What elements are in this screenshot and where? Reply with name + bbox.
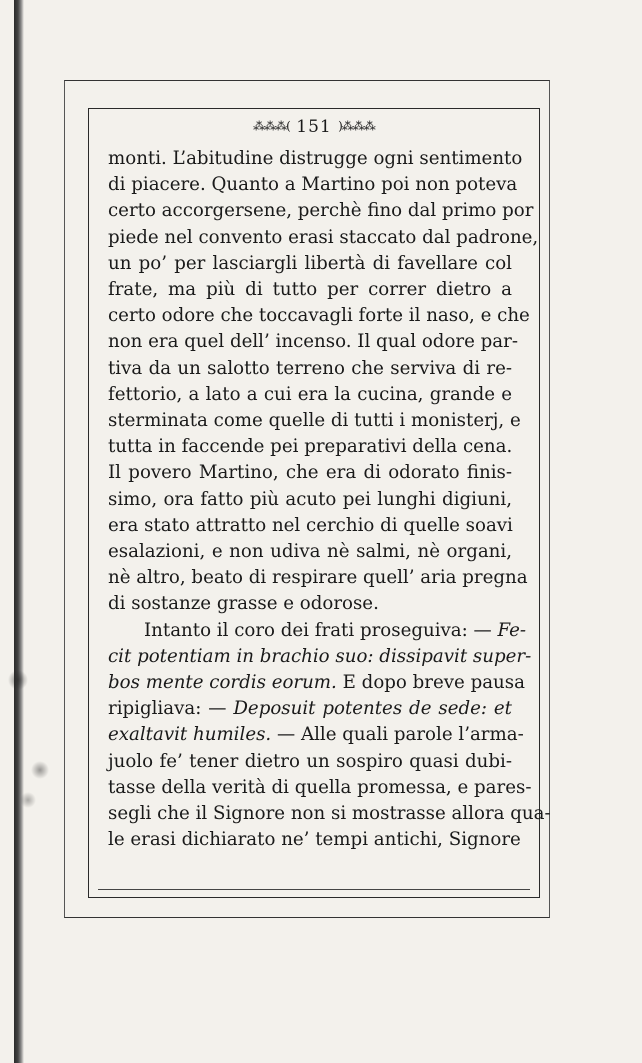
book-binding-edge bbox=[14, 0, 24, 1063]
latin-quote: cit potentiam in brachio suo: dissipavit super- bbox=[108, 645, 532, 667]
text-line bbox=[108, 644, 532, 670]
text-line: piede nel convento erasi staccato dal padrone, bbox=[108, 226, 539, 248]
paper-stain bbox=[0, 650, 60, 830]
text-line: segli che il Signore non si mostrasse allora qua- bbox=[108, 803, 551, 825]
text-line: tiva da un salotto terreno che serviva di re- bbox=[108, 357, 512, 379]
latin-quote: Fe- bbox=[497, 619, 527, 641]
header-ornament-right-icon: )⁂⁂⁂ bbox=[338, 119, 375, 133]
header-ornament-left-icon: ⁂⁂⁂( bbox=[253, 119, 290, 133]
text-line: simo, ora fatto più acuto pei lunghi digiuni, bbox=[108, 488, 512, 510]
text-line: era stato attratto nel cerchio di quelle soavi bbox=[108, 514, 513, 536]
bottom-rule bbox=[98, 889, 530, 890]
page-number: 151 bbox=[296, 117, 332, 137]
text-line: bos mente cordis eorum. E dopo breve pausa bbox=[108, 672, 525, 694]
paragraph-1 bbox=[108, 146, 539, 618]
text-line: exaltavit humiles. — Alle quali parole l’arma- bbox=[108, 724, 524, 746]
text-line: nè altro, beato di respirare quell’ aria pregna bbox=[108, 567, 528, 589]
text-line: esalazioni, e non udiva nè salmi, nè organi, bbox=[108, 541, 512, 563]
body-text bbox=[108, 146, 551, 853]
text-line: le erasi dichiarato ne’ tempi antichi, Signore bbox=[108, 829, 521, 851]
text-line: ripigliava: — Deposuit potentes de sede: et bbox=[108, 698, 512, 720]
latin-quote: Deposuit potentes de sede: et bbox=[233, 698, 512, 720]
text-line: fettorio, a lato a cui era la cucina, grande e bbox=[108, 383, 512, 405]
text-line: frate, ma più di tutto per correr dietro a bbox=[108, 279, 512, 301]
latin-quote: exaltavit humiles. bbox=[108, 724, 272, 746]
text-line: non era quel dell’ incenso. Il qual odore par- bbox=[108, 331, 518, 353]
text-line: di piacere. Quanto a Martino poi non poteva bbox=[108, 174, 518, 196]
text-line: Intanto il coro dei frati proseguiva: — Fe- bbox=[144, 619, 527, 641]
text-line: sterminata come quelle di tutti i monisterj, e bbox=[108, 410, 521, 432]
text-line: tasse della verità di quella promessa, e pares- bbox=[108, 776, 532, 798]
text-line: Il povero Martino, che era di odorato finis- bbox=[108, 462, 512, 484]
text-line: monti. L’abitudine distrugge ogni sentimento bbox=[108, 148, 523, 169]
text-line: certo odore che toccavagli forte il naso, e che bbox=[108, 305, 530, 327]
text-line: juolo fe’ tener dietro un sospiro quasi dubi- bbox=[108, 750, 512, 772]
text-line: certo accorgersene, perchè fino dal primo por bbox=[108, 200, 534, 222]
text-line: un po’ per lasciargli libertà di favellare col bbox=[108, 252, 512, 274]
paragraph-2 bbox=[108, 618, 551, 854]
text-line: tutta in faccende pei preparativi della cena. bbox=[108, 436, 513, 458]
latin-quote: bos mente cordis eorum. bbox=[108, 672, 337, 694]
page-header bbox=[88, 117, 540, 137]
text-line: di sostanze grasse e odorose. bbox=[108, 593, 379, 615]
